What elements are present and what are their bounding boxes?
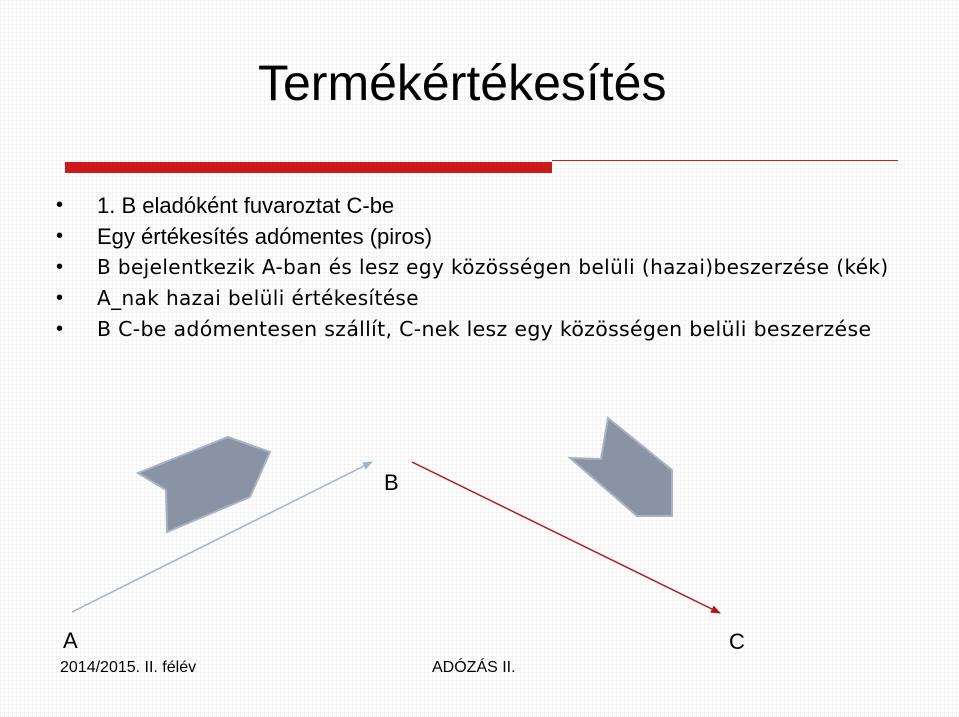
red-flow-arrow — [412, 462, 720, 613]
left-block-arrow-shape — [138, 437, 270, 532]
bullet-item-1: • 1. B eladóként fuvaroztat C-be — [0, 192, 959, 219]
footer-course: ADÓZÁS II. — [432, 659, 516, 676]
bullet-item-3: • B bejelentkezik A-ban és lesz egy közösségen belüli (hazai)beszerzése (kék) — [0, 254, 959, 281]
right-block-arrow-shape — [570, 418, 672, 516]
node-label-c: C — [729, 629, 745, 654]
footer-semester: 2014/2015. II. félév — [60, 659, 197, 676]
bullet-item-5: • B C-be adómentesen szállít, C-nek lesz egy közösségen belüli beszerzése — [0, 316, 959, 343]
bullet-item-2: • Egy értékesítés adómentes (piros) — [0, 223, 959, 250]
bullet-item-4: • A_nak hazai belüli értékesítése — [0, 285, 959, 312]
node-label-a: A — [63, 628, 78, 653]
slide-title: Termékértékesítés — [258, 55, 667, 111]
node-label-b: B — [384, 470, 399, 495]
